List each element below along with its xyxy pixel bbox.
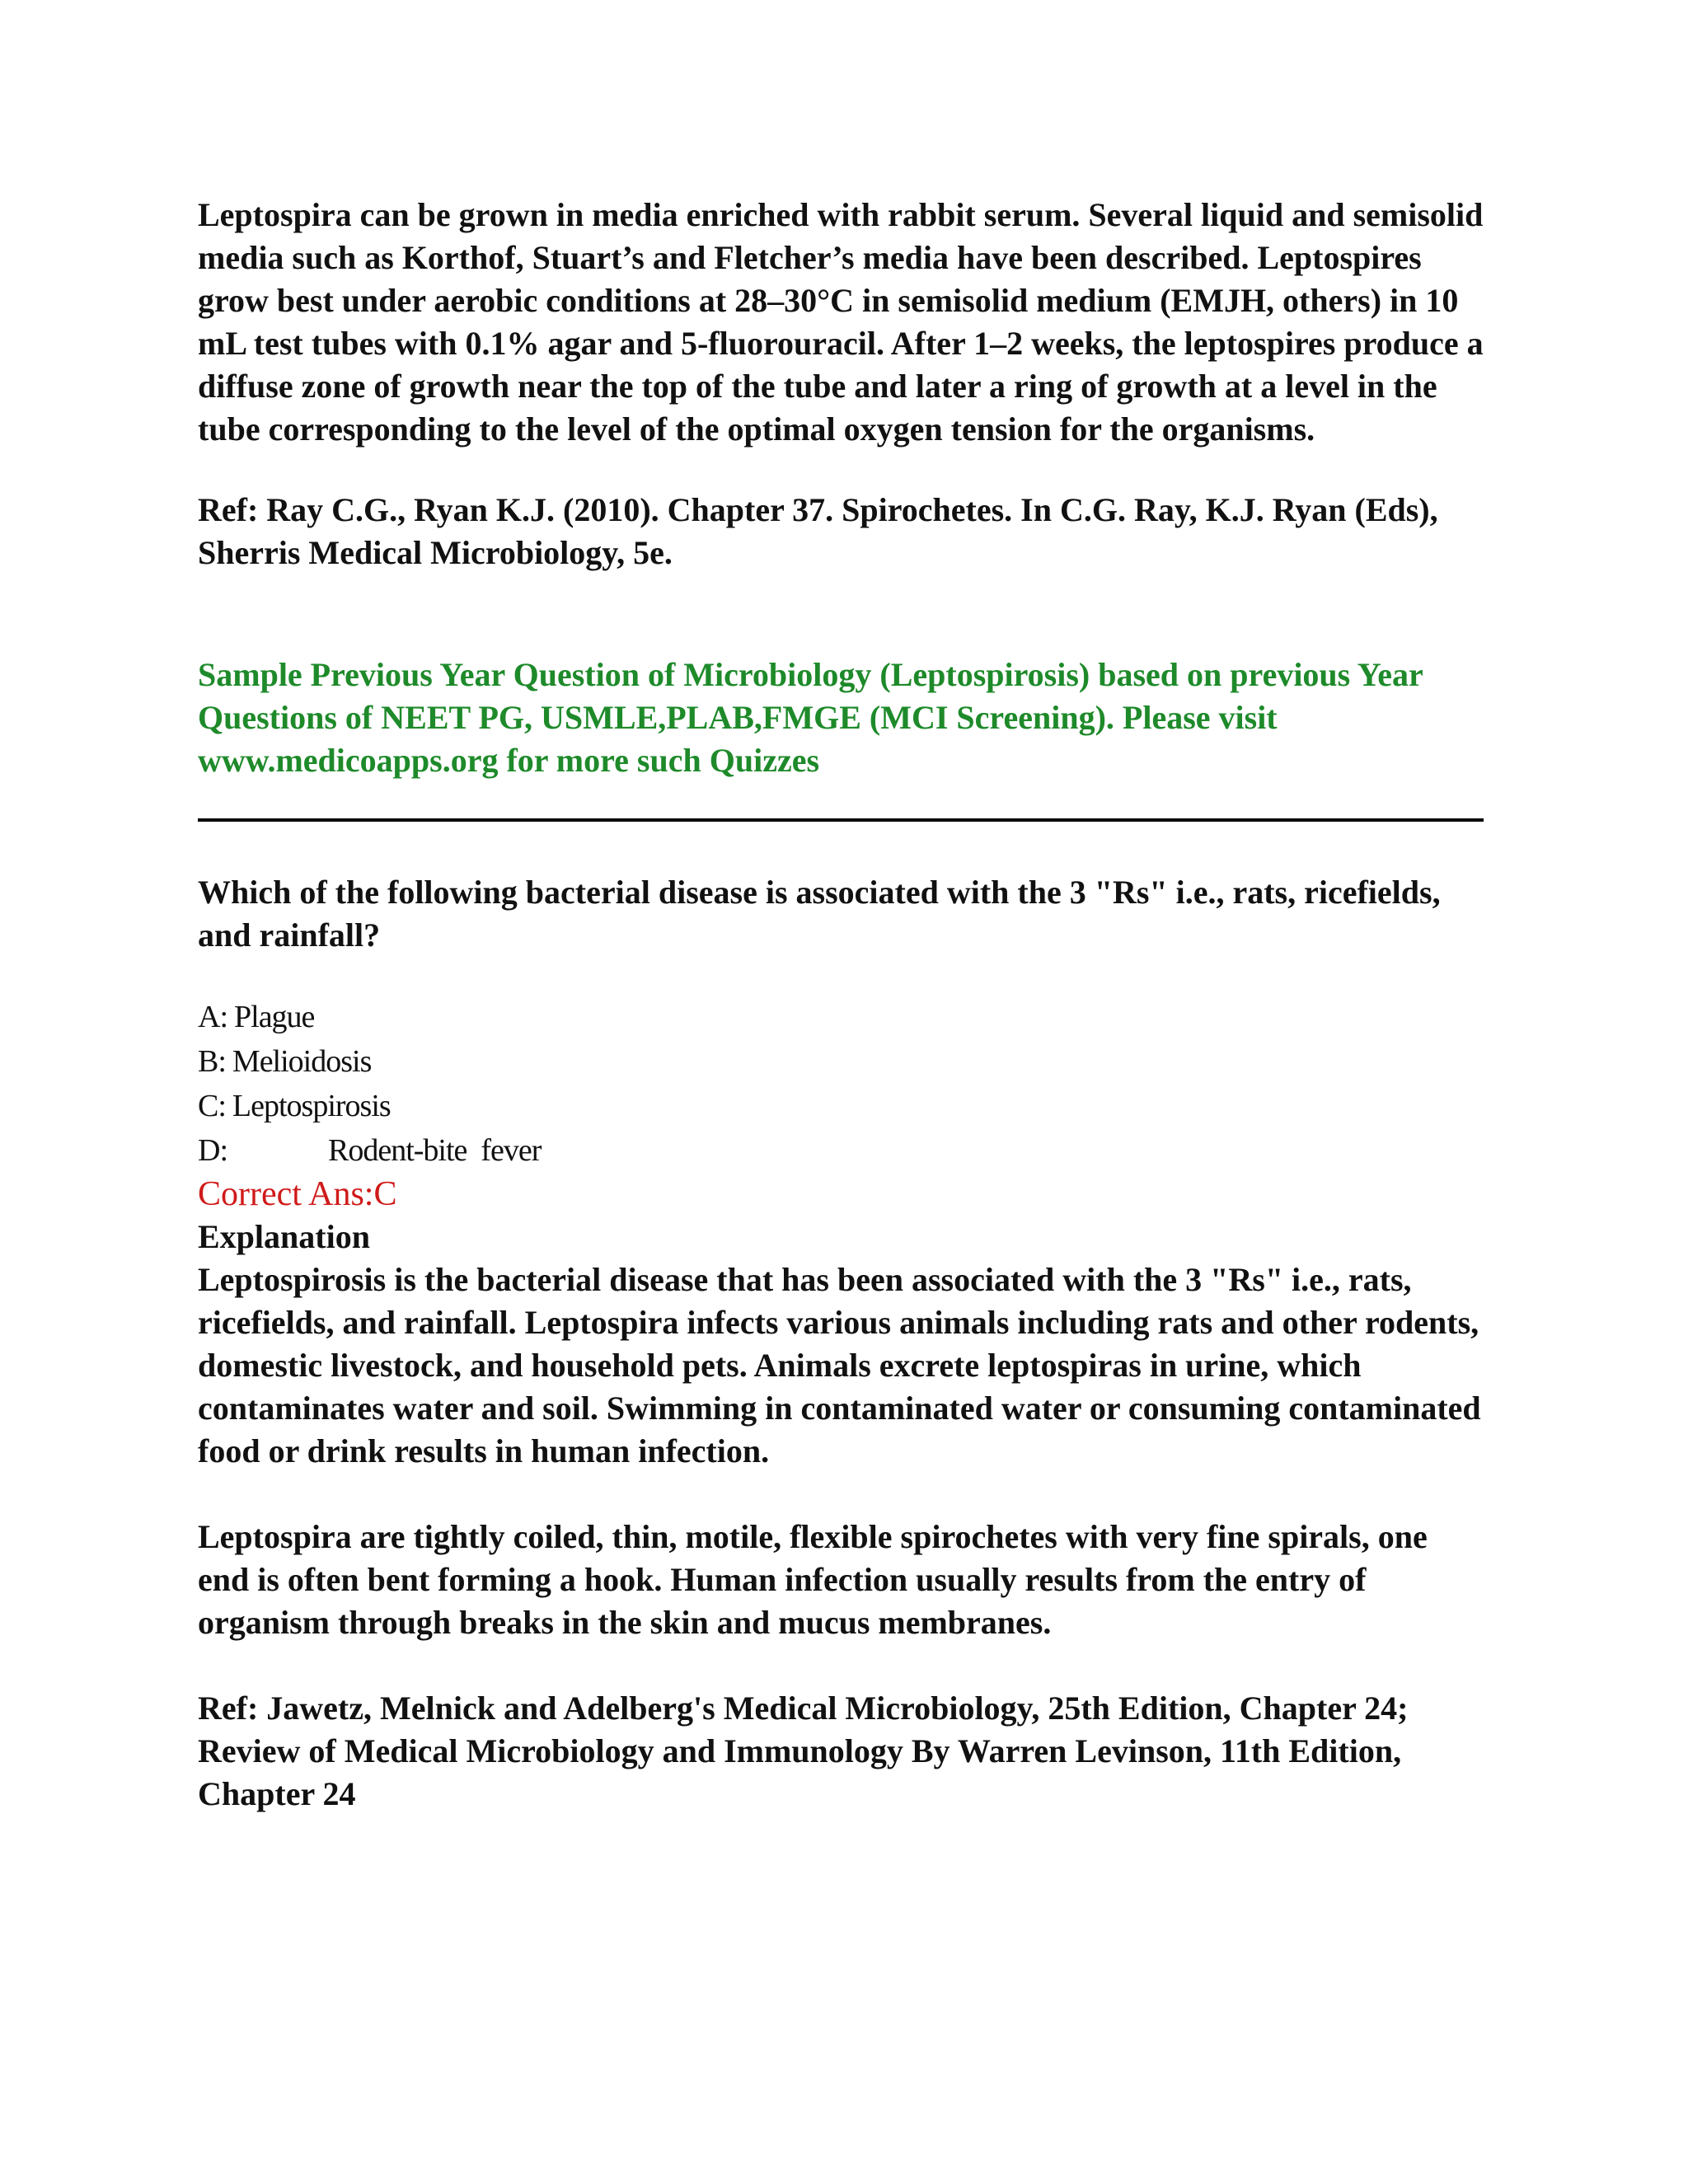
promo-notice: Sample Previous Year Question of Microbiology (Leptospirosis) based on previous Year Questions of NEET PG, USMLE,PLAB,FMGE (MCI Screening). Please visit www.medicoapps.org for more such Quizzes [198,656,1423,779]
option-a [198,995,1484,1039]
option-letter: D: [198,1133,227,1168]
quiz-question: Which of the following bacterial disease is associated with the 3 "Rs" i.e., rats, ricefields, and rainfall? [198,874,1441,954]
option-c [198,1084,1484,1128]
option-text: Leptospirosis [232,1089,391,1123]
explanation-paragraph-2: Leptospira are tightly coiled, thin, motile, flexible spirochetes with very fine spirals, one end is often bent forming a hook. Human infection usually results from the entry of organism through breaks in the skin and mucus membranes. [198,1518,1428,1641]
reference-sherris: Ref: Ray C.G., Ryan K.J. (2010). Chapter 37. Spirochetes. In C.G. Ray, K.J. Ryan (Eds), Sherris Medical Microbiology, 5e. [198,491,1438,571]
horizontal-divider [198,818,1484,822]
option-text: Rodent-bite fever [328,1133,542,1168]
option-text: Plague [234,1000,315,1034]
option-b [198,1039,1484,1084]
explanation-heading: Explanation [198,1218,370,1255]
document-page [198,194,1484,1816]
option-letter: B: [198,1044,226,1079]
reference-jawetz: Ref: Jawetz, Melnick and Adelberg's Medical Microbiology, 25th Edition, Chapter 24; Review of Medical Microbiology and Immunology By Warren Levinson, 11th Edition, Chapter 24 [198,1690,1409,1812]
culture-paragraph: Leptospira can be grown in media enriched with rabbit serum. Several liquid and semisolid media such as Korthof, Stuart’s and Fletcher’s media have been described. Leptospires grow best under aerobic conditions at 28–30°C in semisolid medium (EMJH, others) in 10 mL test tubes with 0.1% agar and 5-fluorouracil. After 1–2 weeks, the leptospires produce a diffuse zone of growth near the top of the tube and later a ring of growth at a level in the tube corresponding to the level of the optimal oxygen tension for the organisms. [198,196,1484,448]
correct-answer: Correct Ans:C [198,1175,397,1213]
explanation-paragraph-1: Leptospirosis is the bacterial disease that has been associated with the 3 "Rs" i.e., rats, ricefields, and rainfall. Leptospira infects various animals including rats and other rodents, domestic livestock, and household pets. Animals excrete leptospiras in urine, which contaminates water and soil. Swimming in contaminated water or consuming contaminated food or drink results in human infection. [198,1261,1481,1469]
option-letter: C: [198,1089,226,1123]
option-d [198,1128,1484,1173]
answer-options [198,995,1484,1173]
option-letter: A: [198,1000,227,1034]
option-text: Melioidosis [232,1044,372,1079]
